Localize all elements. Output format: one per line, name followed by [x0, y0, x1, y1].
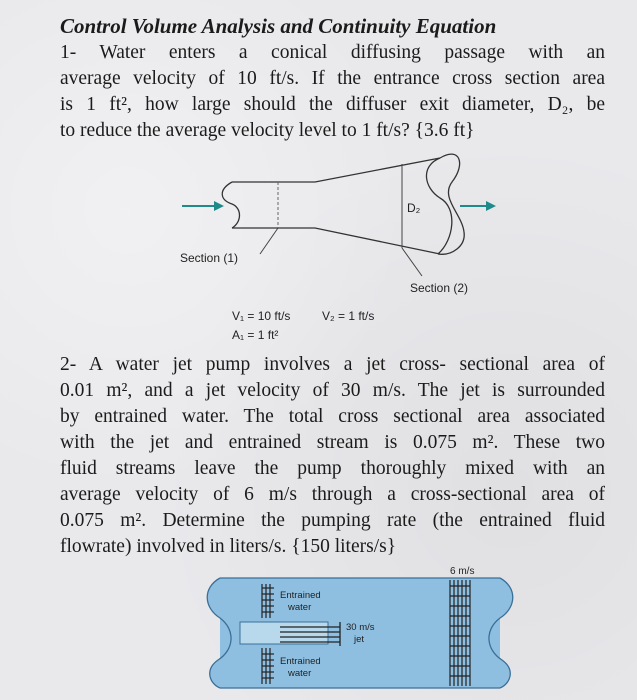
problem-2-line: flowrate) involved in liters/s. {150 liters/s} [60, 536, 397, 557]
section-2-leader [402, 248, 422, 276]
problem-1-line: is 1 ft², how large should the diffuser exit diameter, D₂, be [60, 94, 605, 115]
section-1-label: Section (1) [180, 251, 239, 265]
entrained-bottom-label-1: Entrained [280, 656, 321, 667]
v2-label: V₂ = 1 ft/s [322, 309, 375, 323]
problem-1-line: to reduce the average velocity level to 1 ft/s? {3.6 ft} [60, 120, 475, 141]
inlet-arrow-head [214, 201, 224, 211]
jet-nozzle [240, 622, 328, 644]
problem-2-line: with the jet and entrained stream is 0.075 m². These two [60, 432, 605, 453]
jet-velocity-label-1: 30 m/s [346, 622, 375, 633]
problem-2-line: 2- A water jet pump involves a jet cross- sectional area of [60, 354, 605, 375]
document-title: Control Volume Analysis and Continuity Equation [60, 14, 497, 38]
problem-2-line: 0.075 m². Determine the pumping rate (the entrained fluid [60, 510, 605, 531]
outlet-arrow-head [486, 201, 496, 211]
d2-label: D₂ [407, 201, 421, 215]
problem-2-line: 0.01 m², and a jet velocity of 30 m/s. The jet is surrounded [60, 380, 605, 401]
exit-velocity-label: 6 m/s [450, 566, 475, 577]
diffuser-inlet-break [222, 182, 239, 228]
problem-1-line: average velocity of 10 ft/s. If the entrance cross section area [60, 68, 605, 89]
a1-label: A₁ = 1 ft² [232, 328, 279, 342]
diffuser-outlet-break [426, 154, 464, 254]
entrained-bottom-label-2: water [288, 668, 312, 679]
problem-1-line: 1- Water enters a conical diffusing passage with an [60, 42, 605, 63]
jet-velocity-label-2: jet [354, 634, 365, 645]
diffuser-diagram [170, 142, 510, 347]
entrained-top-label-1: Entrained [280, 590, 321, 601]
problem-2-line: average velocity of 6 m/s through a cross-sectional area of [60, 484, 605, 505]
v1-label: V₁ = 10 ft/s [232, 309, 291, 323]
jet-pump-diagram [200, 566, 560, 700]
entrained-top-label-2: water [288, 602, 312, 613]
problem-2-line: by entrained water. The total cross sectional area associated [60, 406, 605, 427]
problem-2-line: fluid streams leave the pump thoroughly mixed with an [60, 458, 605, 479]
section-1-leader [260, 228, 278, 254]
entrained-inflow-arrows-bottom [262, 648, 274, 684]
problem-2-text [60, 352, 605, 560]
problem-1-text [60, 40, 605, 144]
section-2-label: Section (2) [410, 281, 469, 295]
